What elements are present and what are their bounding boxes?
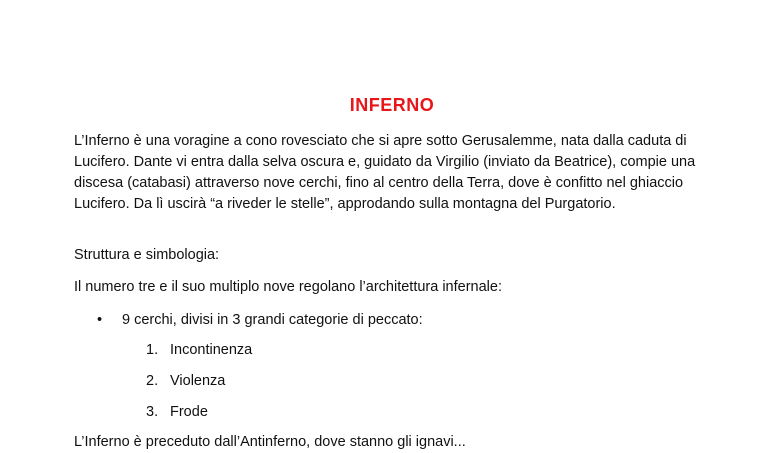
numbered-list-item [146,340,252,361]
bullet-text: 9 cerchi, divisi in 3 grandi categorie di peccato: [122,312,423,328]
list-number: 3. [146,404,159,420]
list-number: 2. [146,373,159,389]
list-item-text: Incontinenza [170,342,253,358]
list-number: 1. [146,342,159,358]
bullet-list-item [97,310,423,331]
bullet-marker: • [97,312,103,328]
numbered-list-item [146,371,225,392]
cut-off-line: L’Inferno è preceduto dall’Antinferno, dove stanno gli ignavi... [74,434,466,450]
document-title: INFERNO [349,95,435,115]
numbered-list-item [146,402,208,423]
list-item-text: Frode [170,404,208,420]
number-paragraph: Il numero tre e il suo multiplo nove regolano l’architettura infernale: [74,279,502,295]
intro-paragraph: L’Inferno è una voragine a cono rovesciato che si apre sotto Gerusalemme, nata dalla caduta di Lucifero. Dante vi entra dalla selva oscura e, guidato da Virgilio (inviato da Beatrice), compie una discesa (catabasi) attraverso nove cerchi, fino al centro della Terra, dove è confitto nel ghiaccio Lucifero. Da lì uscirà “a riveder le stelle”, approdando sulla montagna del Purgatorio. [74,133,696,212]
list-item-text: Violenza [170,373,226,389]
structure-heading-paragraph: Struttura e simbologia: [74,247,220,263]
